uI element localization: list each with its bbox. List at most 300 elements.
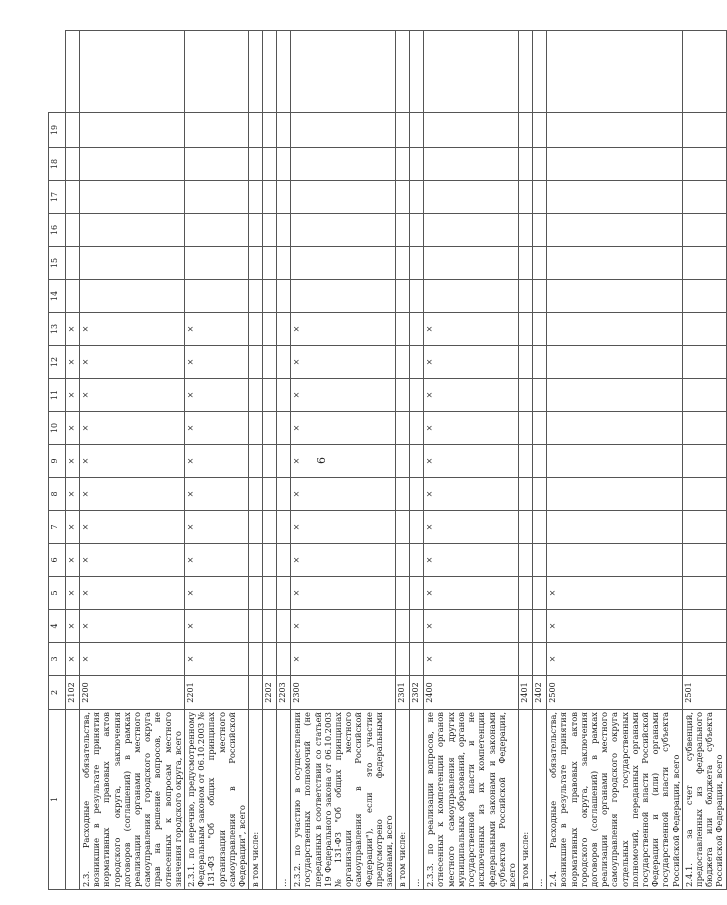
cell-mark: [249, 214, 263, 247]
cell-mark: [396, 113, 410, 148]
cell-mark: ×: [185, 643, 249, 676]
row-name: 2.4. Расходные обязательства, возникшие в результате принятия нормативных правовых актов городского округа, заключения договоров (соглашений) в рамках реализации органами местного самоуправления городского округа отдельных государственных полномочий, переданных органами государственной власти Российской Федерации и (или) органами государственной власти субъекта Российской Федерации, всего: [547, 710, 683, 890]
cell-mark: [80, 181, 185, 214]
cell-mark: ×: [185, 478, 249, 511]
cell-mark: [249, 544, 263, 577]
cell-mark: [249, 247, 263, 280]
cell-mark: ×: [185, 511, 249, 544]
row-code: 2203: [277, 676, 291, 710]
cell-mark: [410, 478, 424, 511]
cell-mark: ×: [291, 379, 396, 412]
cell-mark: ×: [424, 379, 519, 412]
cell-mark: [424, 148, 519, 181]
row-code: 2102: [66, 676, 80, 710]
cell-mark: ×: [185, 610, 249, 643]
cell-mark: ×: [424, 412, 519, 445]
cell-mark: [547, 445, 683, 478]
cell-mark: [682, 643, 726, 676]
cell-mark: [185, 247, 249, 280]
table-body: [66, 31, 727, 890]
cell-mark: [249, 148, 263, 181]
cell-mark: [249, 379, 263, 412]
cell-mark: [185, 181, 249, 214]
cell-mark: [547, 412, 683, 445]
cell-mark: [263, 148, 277, 181]
cell-mark: [396, 313, 410, 346]
column-header-8: 8: [49, 478, 66, 511]
cell-mark: [547, 379, 683, 412]
cell-mark: [547, 148, 683, 181]
row-name: 2.3.1. по перечню, предусмотренному Федеральным законом от 06.10.2003 № 131-ФЗ "Об общих принципах организации местного самоуправления в Российской Федерации", всего: [185, 710, 249, 890]
cell-mark: [682, 31, 726, 113]
cell-mark: [277, 544, 291, 577]
cell-mark: [682, 610, 726, 643]
column-header-15: 15: [49, 247, 66, 280]
cell-mark: ×: [80, 346, 185, 379]
cell-mark: [263, 379, 277, 412]
cell-mark: [410, 643, 424, 676]
cell-mark: [533, 478, 547, 511]
cell-mark: [682, 379, 726, 412]
cell-mark: ×: [424, 445, 519, 478]
cell-mark: [547, 214, 683, 247]
cell-mark: ×: [80, 544, 185, 577]
column-header-4: 4: [49, 610, 66, 643]
cell-mark: [80, 214, 185, 247]
cell-mark: [277, 577, 291, 610]
cell-mark: ×: [291, 445, 396, 478]
cell-mark: ×: [66, 379, 80, 412]
row-code: 2501: [682, 676, 726, 710]
cell-mark: [249, 478, 263, 511]
cell-mark: [396, 445, 410, 478]
cell-mark: [263, 346, 277, 379]
row-code: 2401: [519, 676, 533, 710]
cell-mark: [519, 478, 533, 511]
cell-mark: [519, 610, 533, 643]
cell-mark: [533, 31, 547, 113]
rotated-table-sheet: [48, 30, 725, 890]
cell-mark: [291, 181, 396, 214]
cell-mark: [396, 478, 410, 511]
cell-mark: [682, 511, 726, 544]
table-row: [291, 31, 396, 890]
column-header-10: 10: [49, 412, 66, 445]
cell-mark: [396, 643, 410, 676]
cell-mark: [682, 346, 726, 379]
cell-mark: [277, 247, 291, 280]
column-header-14: 14: [49, 280, 66, 313]
cell-mark: [80, 148, 185, 181]
cell-mark: [66, 181, 80, 214]
cell-mark: [547, 544, 683, 577]
row-name: [263, 710, 277, 890]
cell-mark: [277, 478, 291, 511]
cell-mark: [547, 31, 683, 113]
cell-mark: [396, 247, 410, 280]
cell-mark: [682, 478, 726, 511]
cell-mark: ×: [424, 577, 519, 610]
cell-mark: [519, 511, 533, 544]
cell-mark: [682, 247, 726, 280]
cell-mark: [185, 280, 249, 313]
cell-mark: ×: [66, 610, 80, 643]
cell-mark: [66, 247, 80, 280]
row-name: в том числе:: [396, 710, 410, 890]
cell-mark: [263, 214, 277, 247]
cell-mark: [424, 31, 519, 113]
cell-mark: [263, 280, 277, 313]
row-code: 2300: [291, 676, 396, 710]
cell-mark: ×: [291, 511, 396, 544]
cell-mark: [547, 247, 683, 280]
cell-mark: [519, 643, 533, 676]
cell-mark: [682, 445, 726, 478]
table-row: [396, 31, 410, 890]
cell-mark: [519, 181, 533, 214]
cell-mark: ×: [185, 346, 249, 379]
cell-mark: [682, 412, 726, 445]
cell-mark: [533, 379, 547, 412]
cell-mark: ×: [66, 544, 80, 577]
cell-mark: [277, 313, 291, 346]
cell-mark: [396, 280, 410, 313]
cell-mark: [249, 31, 263, 113]
cell-mark: [263, 412, 277, 445]
cell-mark: [519, 280, 533, 313]
cell-mark: [424, 181, 519, 214]
cell-mark: [66, 148, 80, 181]
cell-mark: [519, 445, 533, 478]
cell-mark: [396, 577, 410, 610]
cell-mark: [519, 313, 533, 346]
cell-mark: [410, 577, 424, 610]
cell-mark: ×: [185, 577, 249, 610]
cell-mark: [396, 31, 410, 113]
cell-mark: [519, 544, 533, 577]
table-row: [263, 31, 277, 890]
row-code: 2302: [410, 676, 424, 710]
cell-mark: [249, 113, 263, 148]
cell-mark: [410, 610, 424, 643]
cell-mark: [410, 379, 424, 412]
cell-mark: [533, 148, 547, 181]
cell-mark: [533, 577, 547, 610]
cell-mark: [263, 478, 277, 511]
cell-mark: [249, 511, 263, 544]
cell-mark: [547, 511, 683, 544]
cell-mark: [682, 544, 726, 577]
cell-mark: [185, 214, 249, 247]
cell-mark: ×: [424, 610, 519, 643]
cell-mark: [249, 346, 263, 379]
cell-mark: [410, 31, 424, 113]
cell-mark: [396, 610, 410, 643]
cell-mark: [547, 346, 683, 379]
cell-mark: [277, 31, 291, 113]
row-code: 2500: [547, 676, 683, 710]
cell-mark: [263, 643, 277, 676]
row-name: 2.3.2. по участию в осуществлении государственных полномочий (не переданных в соответствии со статьей 19 Федерального закона от 06.10.2003 № 131-ФЗ "Об общих принципах организации местного самоуправления в Российской Федерации"), если это участие предусмотрено федеральными законами, всего: [291, 710, 396, 890]
cell-mark: [547, 478, 683, 511]
row-code: 2301: [396, 676, 410, 710]
cell-mark: ×: [80, 313, 185, 346]
cell-mark: [277, 379, 291, 412]
cell-mark: [519, 113, 533, 148]
cell-mark: [682, 181, 726, 214]
cell-mark: [249, 577, 263, 610]
cell-mark: [533, 544, 547, 577]
row-name: 2.3.3. по реализации вопросов, не отнесенных к компетенции органов местного самоуправления других муниципальных образований, органов государственной власти и не исключенных из их компетенции федеральными законами и законами субъектов Российской Федерации, всего: [424, 710, 519, 890]
cell-mark: [533, 445, 547, 478]
cell-mark: ×: [424, 544, 519, 577]
row-name: 2.3. Расходные обязательства, возникшие в результате принятия нормативных правовых актов городского округа, заключения договоров (соглашений) в рамках реализации органами местного самоуправления городского округа прав на решение вопросов, не отнесенных к вопросам местного значения городского округа, всего: [80, 710, 185, 890]
cell-mark: ×: [291, 412, 396, 445]
cell-mark: ×: [66, 313, 80, 346]
cell-mark: [396, 412, 410, 445]
cell-mark: [80, 113, 185, 148]
cell-mark: [263, 313, 277, 346]
cell-mark: ×: [424, 313, 519, 346]
cell-mark: [66, 31, 80, 113]
cell-mark: [277, 610, 291, 643]
cell-mark: [410, 148, 424, 181]
cell-mark: ×: [424, 643, 519, 676]
cell-mark: ×: [185, 379, 249, 412]
cell-mark: [533, 247, 547, 280]
row-code: 2201: [185, 676, 249, 710]
cell-mark: ×: [185, 544, 249, 577]
cell-mark: ×: [291, 346, 396, 379]
cell-mark: [547, 181, 683, 214]
cell-mark: [547, 313, 683, 346]
column-header-6: 6: [49, 544, 66, 577]
table-row: [185, 31, 249, 890]
cell-mark: [519, 214, 533, 247]
cell-mark: [410, 412, 424, 445]
column-header-1: 1: [49, 710, 66, 890]
table-row: [410, 31, 424, 890]
cell-mark: [410, 247, 424, 280]
table-row: [66, 31, 80, 890]
cell-mark: [185, 31, 249, 113]
cell-mark: ×: [185, 313, 249, 346]
cell-mark: [410, 214, 424, 247]
cell-mark: [396, 379, 410, 412]
cell-mark: [519, 247, 533, 280]
table-row: [249, 31, 263, 890]
obligations-table: [48, 30, 727, 890]
cell-mark: [263, 577, 277, 610]
cell-mark: [249, 412, 263, 445]
row-name: в том числе:: [249, 710, 263, 890]
cell-mark: ×: [291, 313, 396, 346]
cell-mark: [410, 181, 424, 214]
cell-mark: [682, 577, 726, 610]
cell-mark: [185, 148, 249, 181]
cell-mark: ×: [66, 412, 80, 445]
row-code: [249, 676, 263, 710]
row-code: 2202: [263, 676, 277, 710]
column-header-7: 7: [49, 511, 66, 544]
cell-mark: ×: [66, 346, 80, 379]
cell-mark: ×: [291, 643, 396, 676]
cell-mark: [410, 346, 424, 379]
cell-mark: ×: [80, 643, 185, 676]
column-header-17: 17: [49, 181, 66, 214]
cell-mark: ×: [291, 610, 396, 643]
cell-mark: [249, 610, 263, 643]
row-name: …: [277, 710, 291, 890]
cell-mark: [533, 280, 547, 313]
cell-mark: [277, 643, 291, 676]
cell-mark: ×: [547, 643, 683, 676]
row-name: …: [410, 710, 424, 890]
cell-mark: ×: [547, 577, 683, 610]
column-header-9: 9: [49, 445, 66, 478]
table-row: [682, 31, 726, 890]
column-header-11: 11: [49, 379, 66, 412]
page-number: 6: [315, 457, 328, 464]
cell-mark: [277, 280, 291, 313]
cell-mark: ×: [291, 478, 396, 511]
table-row: [277, 31, 291, 890]
cell-mark: ×: [547, 610, 683, 643]
column-number-header-row: [49, 31, 66, 890]
column-header-5: 5: [49, 577, 66, 610]
column-header-19: 19: [49, 113, 66, 148]
column-header-16: 16: [49, 214, 66, 247]
cell-mark: [291, 247, 396, 280]
column-header-3: 3: [49, 643, 66, 676]
cell-mark: [291, 280, 396, 313]
cell-mark: [277, 511, 291, 544]
cell-mark: [80, 247, 185, 280]
cell-mark: [263, 31, 277, 113]
cell-mark: [277, 412, 291, 445]
cell-mark: [682, 148, 726, 181]
cell-mark: ×: [66, 478, 80, 511]
row-name: [66, 710, 80, 890]
cell-mark: [519, 346, 533, 379]
cell-mark: [424, 247, 519, 280]
cell-mark: [263, 247, 277, 280]
cell-mark: [396, 511, 410, 544]
column-header-2: 2: [49, 676, 66, 710]
cell-mark: [277, 346, 291, 379]
cell-mark: ×: [66, 577, 80, 610]
cell-mark: [291, 214, 396, 247]
cell-mark: [249, 643, 263, 676]
cell-mark: [291, 148, 396, 181]
column-header-18: 18: [49, 148, 66, 181]
cell-mark: [263, 181, 277, 214]
cell-mark: ×: [80, 511, 185, 544]
cell-mark: ×: [80, 478, 185, 511]
cell-mark: [277, 148, 291, 181]
cell-mark: [410, 511, 424, 544]
cell-mark: [519, 31, 533, 113]
cell-mark: [80, 31, 185, 113]
cell-mark: [249, 181, 263, 214]
row-code: 2200: [80, 676, 185, 710]
cell-mark: [424, 214, 519, 247]
row-name: в том числе:: [519, 710, 533, 890]
cell-mark: [66, 280, 80, 313]
cell-mark: [682, 280, 726, 313]
cell-mark: [277, 113, 291, 148]
cell-mark: [682, 214, 726, 247]
cell-mark: [66, 214, 80, 247]
cell-mark: [410, 445, 424, 478]
cell-mark: [547, 280, 683, 313]
cell-mark: [533, 643, 547, 676]
cell-mark: ×: [424, 511, 519, 544]
cell-mark: [533, 313, 547, 346]
cell-mark: ×: [66, 643, 80, 676]
cell-mark: [291, 113, 396, 148]
cell-mark: [533, 113, 547, 148]
cell-mark: [263, 113, 277, 148]
table-row: [519, 31, 533, 890]
cell-mark: [396, 346, 410, 379]
row-name: …: [533, 710, 547, 890]
cell-mark: ×: [80, 379, 185, 412]
cell-mark: [410, 113, 424, 148]
cell-mark: [547, 113, 683, 148]
cell-mark: [519, 412, 533, 445]
cell-mark: [533, 181, 547, 214]
table-row: [80, 31, 185, 890]
column-header-13: 13: [49, 313, 66, 346]
cell-mark: [533, 511, 547, 544]
cell-mark: ×: [185, 445, 249, 478]
table-row: [424, 31, 519, 890]
cell-mark: ×: [80, 577, 185, 610]
cell-mark: [291, 31, 396, 113]
cell-mark: [533, 412, 547, 445]
cell-mark: ×: [80, 445, 185, 478]
cell-mark: [277, 214, 291, 247]
cell-mark: ×: [424, 346, 519, 379]
cell-mark: [249, 313, 263, 346]
cell-mark: [80, 280, 185, 313]
cell-mark: [185, 113, 249, 148]
cell-mark: [396, 544, 410, 577]
cell-mark: [424, 113, 519, 148]
cell-mark: [682, 113, 726, 148]
cell-mark: [263, 445, 277, 478]
cell-mark: ×: [66, 445, 80, 478]
cell-mark: [277, 181, 291, 214]
cell-mark: [519, 577, 533, 610]
cell-mark: ×: [80, 610, 185, 643]
table-row: [547, 31, 683, 890]
cell-mark: [396, 181, 410, 214]
cell-mark: ×: [185, 412, 249, 445]
cell-mark: [410, 313, 424, 346]
cell-mark: [682, 313, 726, 346]
row-code: 2400: [424, 676, 519, 710]
cell-mark: [277, 445, 291, 478]
row-name: 2.4.1. за счет субвенций, предоставленных из федерального бюджета или бюджета субъекта Российской Федерации, всего: [682, 710, 726, 890]
cell-mark: [533, 346, 547, 379]
cell-mark: [519, 379, 533, 412]
cell-mark: ×: [291, 577, 396, 610]
cell-mark: ×: [424, 478, 519, 511]
row-code: 2402: [533, 676, 547, 710]
cell-mark: [410, 544, 424, 577]
